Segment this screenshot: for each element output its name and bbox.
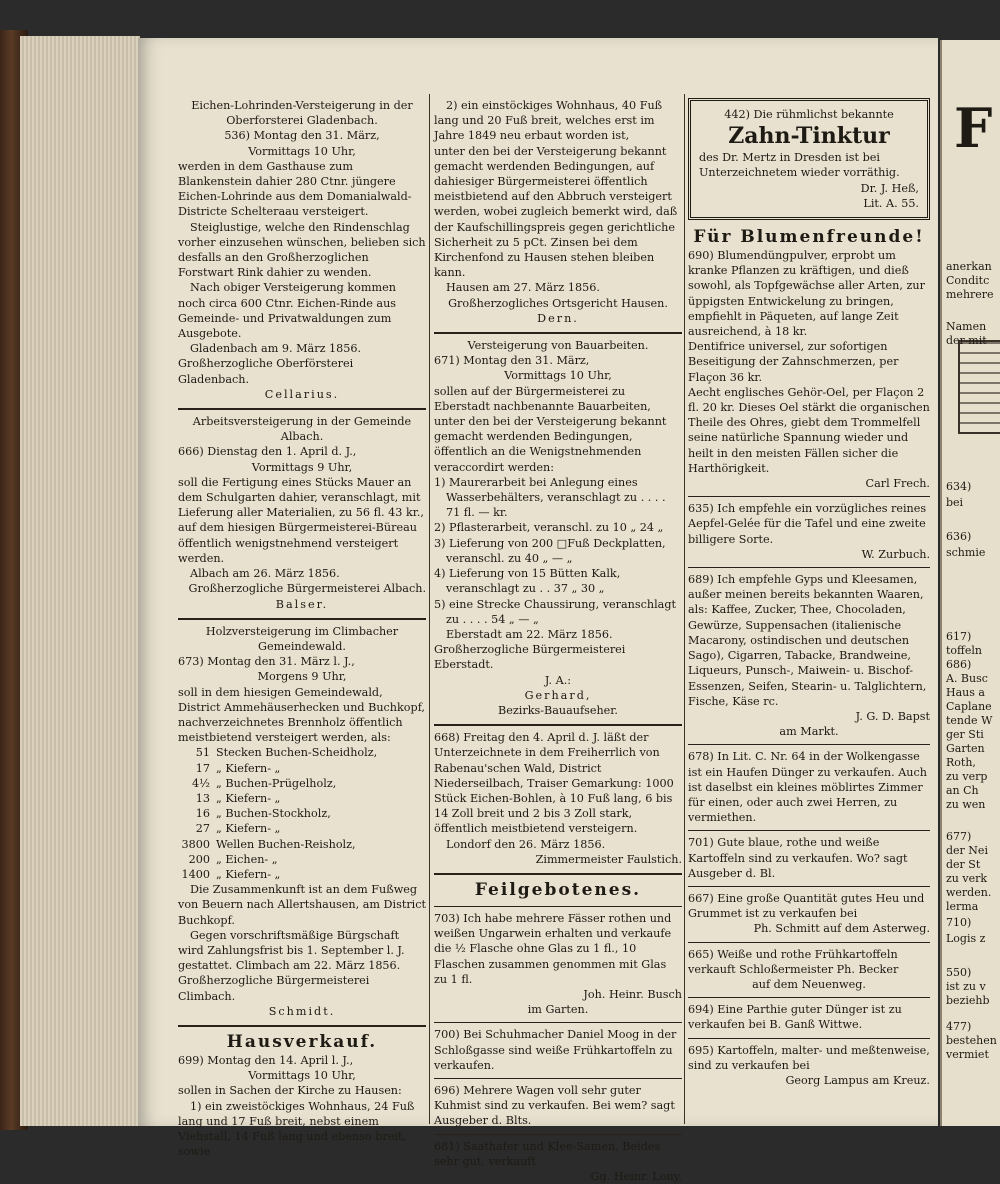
wood-list-item [178, 776, 426, 791]
next-page-line: zu verk [946, 872, 988, 885]
ad-location: am Markt. [779, 725, 839, 739]
ad-signature: Georg Lampus am Kreuz. [785, 1073, 930, 1087]
ad-body: 635) Ich empfehle ein vorzügliches reines Aepfel-Gelée für die Tafel und eine zweite billigere Sorte. [688, 502, 927, 546]
item-description: „ Kiefern- „ [216, 761, 281, 775]
ad-signature: J. A.: [544, 673, 572, 687]
ad-signature: Zimmermeister Faulstich. [535, 852, 682, 866]
next-page-line: 636) [946, 530, 972, 543]
section-heading: Feilgebotenes. [474, 879, 642, 900]
next-page-line: vermiet [946, 1048, 989, 1061]
framed-advertisement [688, 98, 930, 220]
divider [688, 1038, 930, 1039]
divider [434, 1022, 682, 1023]
divider [434, 724, 682, 726]
divider [434, 1134, 682, 1135]
wood-list-item [178, 821, 426, 836]
item-description: Wellen Buchen-Reisholz, [216, 837, 356, 851]
ad-body: 681) Saathafer und Klee-Samen, Beides sehr gut, verkauft [434, 1139, 661, 1168]
next-page-line: anerkan [946, 260, 992, 273]
ad-date: 671) Montag den 31. März, [434, 354, 590, 368]
next-page-line: Namen [946, 320, 987, 333]
next-page-line: A. Busc [946, 672, 988, 685]
next-page-line: Roth, [946, 756, 976, 769]
work-item: 4) Lieferung von 15 Bütten Kalk, veranschlagt zu . . 37 „ 30 „ [434, 567, 621, 596]
ad-body: Aecht englisches Gehör-Oel, per Flaçon 2 fl. 20 kr. Dieses Oel stärkt die organischen Theile des Ohres, giebt dem Trommelfell seine natürliche Spannung wieder und heilt in den meisten Fällen sicher die Harthörigkeit. [688, 385, 930, 475]
item-quantity: 16 [195, 807, 210, 821]
page-stack-edge [20, 36, 140, 1126]
next-page-line: 686) [946, 658, 972, 671]
ad-date: 673) Montag den 31. März l. J., [178, 655, 355, 669]
section-heading: Für Blumenfreunde! [693, 227, 925, 248]
wood-list [178, 745, 426, 882]
wood-list-item [178, 791, 426, 806]
next-page-line: zu verp [946, 770, 988, 783]
ad-signature: Joh. Heinr. Busch [583, 987, 682, 1001]
divider [434, 1078, 682, 1079]
ad-time: Vormittags 10 Uhr, [248, 1069, 356, 1083]
ad-body: unter den bei der Versteigerung bekannt gemacht werdenden Bedingungen, auf dahiesiger Bürgermeisterei öffentlich meistbietend auf den Abbruch versteigert werden, wobei zugleich bemerkt wird, daß der Kaufschillingspreis gegen gerichtliche Sicherheit zu 5 pCt. Zinsen bei dem Kirchenfond zu Hausen stehen bleiben kann. [434, 144, 678, 280]
ad-signature: Cellarius. [264, 387, 340, 401]
divider [178, 1025, 426, 1027]
ad-place-date: Hausen am 27. März 1856. [446, 281, 600, 295]
ad-authority: Großherzogliche Oberförsterei Gladenbach. [178, 357, 354, 386]
wood-list-item [178, 852, 426, 867]
ad-body: 678) In Lit. C. Nr. 64 in der Wolkengasse ist ein Haufen Dünger zu verkaufen. Auch ist daselbst ein kleines möblirtes Zimmer für einen, oder auch zwei Herren, zu vermiethen. [688, 750, 927, 825]
item-description: „ Kiefern- „ [216, 867, 281, 881]
next-page-line: Caplane [946, 700, 992, 713]
ad-date: 536) Montag den 31. März, [224, 129, 380, 143]
ad-authority: Großherzogliches Ortsgericht Hausen. [448, 296, 668, 310]
ad-body: 667) Eine große Quantität gutes Heu und Grummet ist zu verkaufen bei [688, 891, 925, 921]
wood-list-item [178, 837, 426, 852]
item-quantity: 27 [195, 822, 210, 836]
wood-list-item [178, 745, 426, 760]
ad-place-date: Eberstadt am 22. März 1856. [446, 627, 613, 641]
next-page-line: zu wen [946, 798, 986, 811]
ad-body: 689) Ich empfehle Gyps und Kleesamen, außer meinen bereits bekannten Waaren, als: Kaffee, Zucker, Thee, Chocoladen, Gewürze, Suppensachen (italienische Macarony, ostindischen und deutschen Sago), Cigarren, Tabacke, Brandweine, Liqueurs, Punsch-, Maiwein- u. Bischof-Essenzen, Seifen, Stearin- u. Talglichtern, Fische, Käse rc. [688, 573, 927, 708]
ad-body: 668) Freitag den 4. April d. J. läßt der Unterzeichnete in dem Freiherrlich von Rabenau'schen Wald, District Niederseilbach, Traiser Gemarkung: 1000 Stück Eichen-Bohlen, à 10 Fuß lang, 6 bis 14 Zoll breit und 2 bis 3 Zoll stark, öffentlich meistbietend versteigern. [434, 731, 674, 836]
column-1 [178, 98, 426, 1159]
column-2 [434, 98, 682, 1184]
ad-time: Vormittags 9 Uhr, [251, 460, 353, 474]
next-page-line: Logis z [946, 932, 986, 945]
ad-address: Lit. A. 55. [863, 196, 919, 210]
ad-title: Zahn-Tinktur [728, 123, 890, 150]
next-page-line: werden. [946, 886, 992, 899]
newspaper-page [138, 38, 938, 1183]
item-description: Stecken Buchen-Scheidholz, [216, 746, 378, 760]
adjacent-page-fragment [940, 40, 1000, 1126]
ad-intro: Die rühmlichst bekannte [753, 108, 894, 121]
ad-place-date: Londorf den 26. März 1856. [446, 837, 606, 851]
next-page-line: schmie [946, 546, 986, 559]
ad-signature: Schmidt. [268, 1004, 336, 1018]
next-page-line: Conditc [946, 274, 990, 287]
next-page-line: Garten [946, 742, 985, 755]
column-3 [688, 98, 930, 1088]
ad-signature: Carl Frech. [865, 477, 930, 491]
divider [688, 997, 930, 998]
ad-number: 442) [724, 108, 750, 121]
ad-signature: Dr. J. Heß, [860, 181, 919, 195]
ad-time: Morgens 9 Uhr, [257, 670, 347, 684]
next-page-line: bestehen [946, 1034, 997, 1047]
next-page-line: ger Sti [946, 728, 984, 741]
ad-body: Steiglustige, welche den Rindenschlag vorher einzusehen wünschen, belieben sich desfalls an den Großherzoglichen Forstwart Rink dahier zu wenden. [178, 220, 426, 280]
divider [688, 830, 930, 831]
item-description: „ Buchen-Prügelholz, [216, 776, 337, 790]
next-page-line: lerma [946, 900, 979, 913]
ad-body: 696) Mehrere Wagen voll sehr guter Kuhmist sind zu verkaufen. Bei wem? sagt Ausgeber d. Blts. [434, 1083, 675, 1128]
work-item: 2) Pflasterarbeit, veranschl. zu 10 „ 24 „ [434, 521, 664, 535]
ad-signature: Dern. [537, 311, 579, 325]
ad-item: 2) ein einstöckiges Wohnhaus, 40 Fuß lang und 20 Fuß breit, welches erst im Jahre 1849 neu erbaut worden ist, [434, 99, 663, 143]
ad-date: 699) Montag den 14. April l. J., [178, 1053, 354, 1067]
next-page-line: 477) [946, 1020, 972, 1033]
ad-body: sollen auf der Bürgermeisterei zu Eberstadt nachbenannte Bauarbeiten, unter den bei der Versteigerung bekannt gemacht werdenden Bedingungen, öffentlich an die Wenigstnehmenden veraccordirt werden: [434, 384, 667, 474]
ad-signature: Gerhard, [524, 688, 592, 702]
next-page-line: der Nei [946, 844, 988, 857]
ad-body: Nach obiger Versteigerung kommen noch circa 600 Ctnr. Eichen-Rinde aus Gemeinde- und Privatwaldungen zum Ausgebote. [178, 281, 397, 341]
item-quantity: 13 [195, 791, 210, 805]
item-description: „ Kiefern- „ [216, 822, 281, 836]
next-page-line: ist zu v [946, 980, 986, 993]
divider [688, 886, 930, 887]
ad-time: Vormittags 10 Uhr, [504, 369, 612, 383]
ad-authority: Großherzogliche Bürgermeisterei Albach. [188, 582, 426, 596]
ad-body: Gegen vorschriftsmäßige Bürgschaft wird Zahlungsfrist bis 1. September l. J. gestattet. Climbach am 22. März 1856. [178, 928, 405, 973]
ad-body: sollen in Sachen der Kirche zu Hausen: [178, 1084, 402, 1098]
ad-body: 694) Eine Parthie guter Dünger ist zu verkaufen bei B. Ganß Wittwe. [688, 1003, 902, 1032]
ad-role: Bezirks-Bauaufseher. [498, 703, 618, 717]
divider [688, 496, 930, 497]
ad-date: 666) Dienstag den 1. April d. J., [178, 445, 357, 459]
ad-body: 700) Bei Schuhmacher Daniel Moog in der Schloßgasse sind weiße Frühkartoffeln zu verkaufen. [434, 1028, 677, 1072]
divider [434, 906, 682, 907]
ad-body: 703) Ich habe mehrere Fässer rothen und weißen Ungarwein erhalten und verkaufe die ½ Flasche ohne Glas zu 1 fl., 10 Flaschen zusammen genommen mit Glas zu 1 fl. [434, 911, 672, 986]
ad-location: auf dem Neuenweg. [752, 977, 866, 991]
ad-authority: Großherzogliche Bürgermeisterei Eberstadt. [434, 643, 626, 672]
next-page-line: bei [946, 496, 964, 509]
work-item: 5) eine Strecke Chaussirung, veranschlagt zu . . . . 54 „ — „ [434, 597, 676, 626]
divider [688, 567, 930, 568]
next-page-line: beziehb [946, 994, 990, 1007]
item-quantity: 3800 [181, 837, 210, 851]
item-quantity: 51 [195, 746, 210, 760]
column-rule [684, 94, 685, 1124]
wood-list-item [178, 761, 426, 776]
item-description: „ Kiefern- „ [216, 791, 281, 805]
wood-list-item [178, 806, 426, 821]
next-page-line: Haus a [946, 686, 985, 699]
divider [178, 408, 426, 410]
work-list [434, 475, 682, 627]
work-item: 3) Lieferung von 200 □Fuß Deckplatten, veranschl. zu 40 „ — „ [434, 536, 666, 565]
ad-item: 1) ein zweistöckiges Wohnhaus, 24 Fuß lang und 17 Fuß breit, nebst einem Viehstall, 14 Fuß lang und ebenso breit, sowie [178, 1099, 415, 1159]
section-heading: Hausverkauf. [226, 1031, 378, 1052]
ad-body: werden in dem Gasthause zum Blankenstein dahier 280 Ctnr. jüngere Eichen-Lohrinde aus dem Domanialwald-Districte Schelteraau versteigert. [178, 159, 412, 219]
ad-authority: Großherzogliche Bürgermeisterei Climbach. [178, 974, 370, 1003]
divider [688, 744, 930, 745]
ad-body: 690) Blumendüngpulver, erprobt um kranke Pflanzen zu kräftigen, und dieß sowohl, als Topfgewächse aller Arten, zur üppigsten Entwickelung zu bringen, empfiehlt in Päqueten, auf lange Zeit ausreichend, à 18 kr. [688, 249, 925, 339]
decorative-initial: F [954, 96, 993, 160]
ad-body: 665) Weiße und rothe Frühkartoffeln verkauft Schloßermeister Ph. Becker [688, 947, 899, 976]
next-page-line: an Ch [946, 784, 979, 797]
ad-body: Die Zusammenkunft ist an dem Fußweg von Beuern nach Allertshausen, am District Buchkopf. [178, 883, 427, 927]
ad-location: im Garten. [527, 1003, 589, 1017]
next-page-line: 710) [946, 916, 972, 929]
item-quantity: 200 [188, 852, 210, 866]
ad-body: soll die Fertigung eines Stücks Mauer an dem Schulgarten dahier, veranschlagt, mit Lieferung aller Materialien, zu 56 fl. 43 kr., auf dem hiesigen Bürgermeisterei-Büreau öffentlich wenigstnehmend versteigert werden. [178, 475, 424, 565]
ad-body: Dentifrice universel, zur sofortigen Beseitigung der Zahnschmerzen, per Flaçon 36 kr. [688, 340, 899, 384]
ad-place-date: Albach am 26. März 1856. [190, 567, 340, 581]
item-description: „ Eichen- „ [216, 852, 278, 866]
item-quantity: 1400 [181, 867, 210, 881]
next-page-line: 634) [946, 480, 972, 493]
ad-title: Versteigerung von Bauarbeiten. [467, 339, 649, 353]
wood-list-item [178, 867, 426, 882]
item-quantity: 17 [195, 761, 210, 775]
ad-title: Arbeitsversteigerung in der Gemeinde Albach. [192, 415, 412, 444]
ad-time: Vormittags 10 Uhr, [248, 144, 356, 158]
ad-body: 701) Gute blaue, rothe und weiße Kartoffeln sind zu verkaufen. Wo? sagt Ausgeber d. Bl. [688, 836, 908, 880]
ad-title: Eichen-Lohrinden-Versteigerung in der Oberforsterei Gladenbach. [191, 99, 413, 128]
next-page-line: tende W [946, 714, 993, 727]
ad-signature: Balser. [275, 597, 329, 611]
ad-body: soll in dem hiesigen Gemeindewald, District Ammehäuserhecken und Buchkopf, nachverzeichnetes Brennholz öffentlich meistbietend versteigert werden, als: [178, 685, 425, 745]
ad-body: des Dr. Mertz in Dresden ist bei Unterzeichnetem wieder vorräthig. [699, 151, 900, 180]
next-page-line: der St [946, 858, 981, 871]
ornament-border [958, 340, 1000, 434]
item-description: „ Buchen-Stockholz, [216, 807, 331, 821]
item-quantity: 4½ [192, 776, 210, 790]
ad-signature: J. G. D. Bapst [855, 709, 930, 723]
next-page-line: 550) [946, 966, 972, 979]
ad-body: 695) Kartoffeln, malter- und meßtenweise, sind zu verkaufen bei [688, 1043, 930, 1072]
divider [434, 873, 682, 875]
work-item: 1) Maurerarbeit bei Anlegung eines Wasserbehälters, veranschlagt zu . . . . 71 fl. — kr. [434, 475, 666, 520]
next-page-line: 617) [946, 630, 972, 643]
divider [178, 618, 426, 620]
ad-signature: W. Zurbuch. [861, 547, 930, 561]
divider [434, 332, 682, 334]
next-page-line: toffeln [946, 644, 982, 657]
column-rule [429, 94, 430, 1124]
ad-title: Holzversteigerung im Climbacher Gemeindewald. [205, 624, 399, 653]
ad-signature: Gg. Heinr. Lony. [590, 1170, 682, 1183]
next-page-line: 677) [946, 830, 972, 843]
divider [688, 942, 930, 943]
ad-signature: Ph. Schmitt auf dem Asterweg. [753, 922, 930, 936]
next-page-line: mehrere [946, 288, 994, 301]
ad-place-date: Gladenbach am 9. März 1856. [190, 342, 362, 356]
next-page-line: der mit [946, 334, 987, 347]
